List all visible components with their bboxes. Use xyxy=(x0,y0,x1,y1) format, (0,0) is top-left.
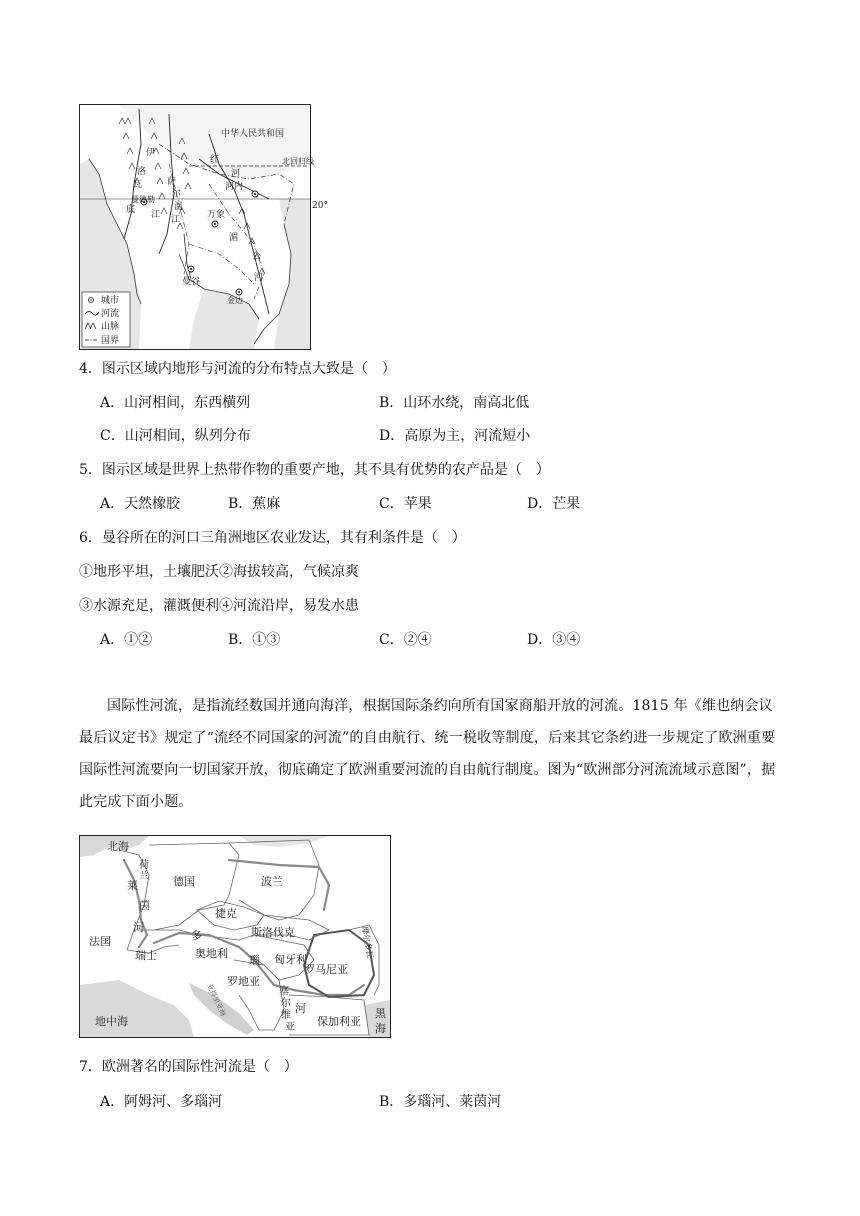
q6-option-c[interactable]: C．②④ xyxy=(379,632,432,648)
q6-option-d[interactable]: D．③④ xyxy=(527,632,581,648)
q6-statement-line-2: ③水源充足，灌溉便利④河流沿岸，易发水患 xyxy=(79,598,359,614)
label-red: 红 xyxy=(210,155,220,165)
label-rhine-2: 茵 xyxy=(139,899,150,912)
europe-rivers-map xyxy=(79,835,391,1038)
label-czech: 捷克 xyxy=(215,907,237,920)
q5-stem: 5．图示区域是世界上热带作物的重要产地，其不具有优势的农产品是（ ） xyxy=(79,462,550,478)
label-germany: 德国 xyxy=(173,875,195,888)
label-salween-2: 尔 xyxy=(172,189,182,199)
label-salween-4: 江 xyxy=(171,215,181,225)
label-irrawaddy-4: 底 xyxy=(126,205,136,215)
label-river-he: 河 xyxy=(231,169,241,179)
q4-stem: 4．图示区域内地形与河流的分布特点大致是（ ） xyxy=(79,361,396,377)
label-netherlands-1: 荷 xyxy=(139,860,149,871)
legend-mountain: 山脉 xyxy=(101,322,120,332)
label-tropic-of-cancer: 北回归线 xyxy=(282,157,314,166)
label-phnom-penh: 金边 xyxy=(227,296,243,305)
label-bulgaria: 保加利亚 xyxy=(317,1015,361,1028)
label-switzerland: 瑞士 xyxy=(135,949,157,962)
label-irrawaddy-5: 江 xyxy=(151,210,161,220)
label-mediterranean: 地中海 xyxy=(95,1015,128,1028)
q7-option-a[interactable]: A．阿姆河、多瑙河 xyxy=(100,1094,223,1110)
q6-option-a[interactable]: A．①② xyxy=(100,632,153,648)
label-hungary: 匈牙利 xyxy=(274,953,307,966)
label-irrawaddy-2: 洛 xyxy=(137,167,147,177)
legend-city: 城市 xyxy=(101,296,120,306)
label-austria: 奥地利 xyxy=(195,947,228,960)
label-serbia-3: 维 xyxy=(281,1010,291,1021)
label-china: 中华人民共和国 xyxy=(221,129,285,139)
label-serbia-1: 塞 xyxy=(279,986,289,997)
label-moldova: 摩尔多瓦 xyxy=(360,925,375,959)
q5-option-d[interactable]: D．芒果 xyxy=(527,496,581,512)
label-slovakia: 斯洛伐克 xyxy=(251,926,295,939)
label-danube-1: 多 xyxy=(191,929,202,942)
label-salween-3: 温 xyxy=(174,202,184,212)
legend-border: 国界 xyxy=(101,336,120,346)
q4-option-c[interactable]: C．山河相间，纵列分布 xyxy=(100,428,251,444)
q4-option-a[interactable]: A．山河相间，东西横列 xyxy=(100,395,251,411)
label-mandalay: 曼德勒 xyxy=(131,195,155,204)
label-adriatic-sea: 亚得里亚海 xyxy=(205,982,228,1018)
label-serbia-2: 尔 xyxy=(281,998,291,1009)
label-mekong-1: 湄 xyxy=(229,233,239,243)
label-serbia-4: 亚 xyxy=(285,1022,295,1033)
label-croatia: 罗地亚 xyxy=(227,975,260,988)
label-hanoi: 河内 xyxy=(225,182,244,192)
label-black-sea-1: 黑 xyxy=(375,1007,386,1020)
q5-option-b[interactable]: B．蕉麻 xyxy=(228,496,281,512)
q6-statement-line-1: ①地形平坦，土壤肥沃②海拔较高，气候凉爽 xyxy=(79,564,359,580)
southeast-asia-map xyxy=(79,104,328,350)
q6-stem: 6．曼谷所在的河口三角洲地区农业发达，其有利条件是（ ） xyxy=(79,530,466,546)
label-mekong-2: 公 xyxy=(252,252,262,262)
legend-river: 河流 xyxy=(101,309,120,319)
label-poland: 波兰 xyxy=(261,875,283,888)
q7-stem: 7．欧洲著名的国际性河流是（ ） xyxy=(79,1059,298,1075)
label-rhine-3: 河 xyxy=(133,921,144,934)
q5-option-a[interactable]: A．天然橡胶 xyxy=(100,496,181,512)
label-salween-1: 萨 xyxy=(167,177,177,187)
q7-option-b[interactable]: B．多瑙河、莱茵河 xyxy=(379,1094,502,1110)
label-north-sea: 北海 xyxy=(107,840,129,853)
q5-option-c[interactable]: C．苹果 xyxy=(379,496,432,512)
q4-option-d[interactable]: D．高原为主，河流短小 xyxy=(379,428,531,444)
label-netherlands-2: 兰 xyxy=(139,871,149,882)
label-mekong-3: 河 xyxy=(254,273,264,283)
label-irrawaddy-1: 伊 xyxy=(146,148,156,158)
label-rhine-1: 莱 xyxy=(127,879,138,892)
q6-option-b[interactable]: B．①③ xyxy=(228,632,281,648)
label-danube-3: 河 xyxy=(295,1002,306,1015)
label-20-degrees: 20° xyxy=(312,201,328,211)
q4-option-b[interactable]: B．山环水绕，南高北低 xyxy=(379,395,530,411)
passage-paragraph: 国际性河流，是指流经数国并通向海洋，根据国际条约向所有国家商船开放的河流。1815 年《维也纳会议最后议定书》规定了“流经不同国家的河流”的自由航行、统一税收等制度，后来其它条约进一步规定了欧洲重要国际性河流要向一切国家开放，彻底确定了欧洲重要河流的自由航行制度。图为“欧洲部分河流流域示意图”，据此完成下面小题。 xyxy=(79,698,776,810)
label-danube-2: 瑙 xyxy=(249,954,260,967)
label-bangkok: 曼谷 xyxy=(182,277,201,287)
label-black-sea-2: 海 xyxy=(375,1022,386,1035)
label-romania: 罗马尼亚 xyxy=(304,963,348,976)
label-france: 法国 xyxy=(89,935,111,948)
label-irrawaddy-3: 瓦 xyxy=(133,180,143,190)
label-vientiane: 万象 xyxy=(207,210,226,220)
